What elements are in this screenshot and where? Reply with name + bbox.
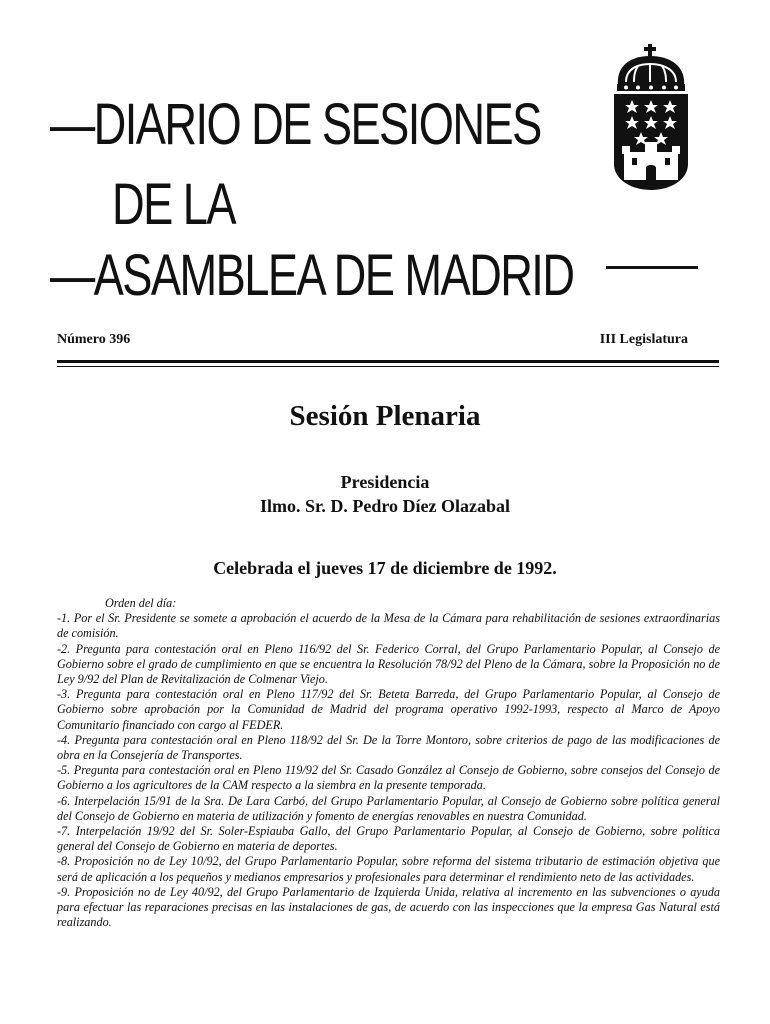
session-title: Sesión Plenaria bbox=[289, 400, 481, 432]
header-rule-thin bbox=[57, 366, 719, 367]
agenda-item-9: -9. Proposición no de Ley 40/92, del Grupo Parlamentario de Izquierda Unida, relativa al incremento en las subvenciones o ayuda para efectuar las reparaciones precisas en las instalaciones de gas, de acuerdo con las inspecciones que la empresa Gas Natural está realizando. bbox=[57, 884, 720, 930]
session-date: Celebrada el jueves 17 de diciembre de 1992. bbox=[213, 558, 557, 578]
agenda-item-5: -5. Pregunta para contestación oral en Pleno 119/92 del Sr. Casado González al Consejo de Gobierno, sobre consejos del Consejo de Gobierno a los agricultores de la CAM respecto a la siembra en la presente temporada. bbox=[57, 763, 720, 793]
agenda-heading: Orden del día: bbox=[105, 596, 177, 610]
agenda bbox=[57, 596, 720, 930]
legislature-label: III Legislatura bbox=[599, 332, 688, 347]
agenda-item-4: -4. Pregunta para contestación oral en Pleno 118/92 del Sr. De la Torre Montoro, sobre criterios de pago de las modificaciones de obra en la Consejería de Transportes. bbox=[57, 732, 720, 763]
agenda-item-7: -7. Interpelación 19/92 del Sr. Soler-Espiauba Gallo, del Grupo Parlamentario Popular, al Consejo de Gobierno, sobre política general del Consejo de Gobierno en materia de deportes. bbox=[57, 824, 720, 854]
masthead-line-3: —ASAMBLEA DE MADRID bbox=[50, 243, 574, 308]
masthead-trailing-rule bbox=[606, 266, 698, 269]
presidency-label: Presidencia bbox=[340, 472, 430, 492]
agenda-item-6: -6. Interpelación 15/91 de la Sra. De Lara Carbó, del Grupo Parlamentario Popular, al Consejo de Gobierno sobre política general del Consejo de Gobierno en materia de utilización y fomento de energías renovables en nuestra Comunidad. bbox=[57, 793, 720, 823]
masthead-line-1: —DIARIO DE SESIONES bbox=[50, 92, 541, 157]
madrid-coat-of-arms-icon bbox=[612, 44, 690, 192]
agenda-item-2: -2. Pregunta para contestación oral en Pleno 116/92 del Sr. Federico Corral, del Grupo Parlamentario Popular, al Consejo de Gobierno sobre el grado de cumplimiento en que se encuentra la Resolución 78/92 del Pleno de la Cámara, sobre la Proposición no de Ley 9/92 del Plan de Revitalización de Colmenar Viejo. bbox=[57, 641, 720, 687]
agenda-item-8: -8. Proposición no de Ley 10/92, del Grupo Parlamentario Popular, sobre reforma del sistema tributario de estimación objetiva que será de aplicación a los pequeños y medianos empresarios y profesionales para determinar el rendimiento neto de las actividades. bbox=[57, 854, 720, 884]
header-rule-thick bbox=[57, 360, 719, 363]
agenda-item-1: -1. Por el Sr. Presidente se somete a aprobación el acuerdo de la Mesa de la Cámara para rehabilitación de sesiones extraordinarias de comisión. bbox=[57, 611, 720, 641]
agenda-item-3: -3. Pregunta para contestación oral en Pleno 117/92 del Sr. Beteta Barreda, del Grupo Parlamentario Popular, al Consejo de Gobierno sobre aprobación por la Comunidad de Madrid del programa operativo 1992-1993, respecto al Marco de Apoyo Comunitario financiado con cargo al FEDER. bbox=[57, 687, 720, 732]
president-name: Ilmo. Sr. D. Pedro Díez Olazabal bbox=[260, 496, 510, 516]
issue-number: Número 396 bbox=[57, 332, 131, 347]
masthead-line-2: DE LA bbox=[112, 172, 235, 237]
